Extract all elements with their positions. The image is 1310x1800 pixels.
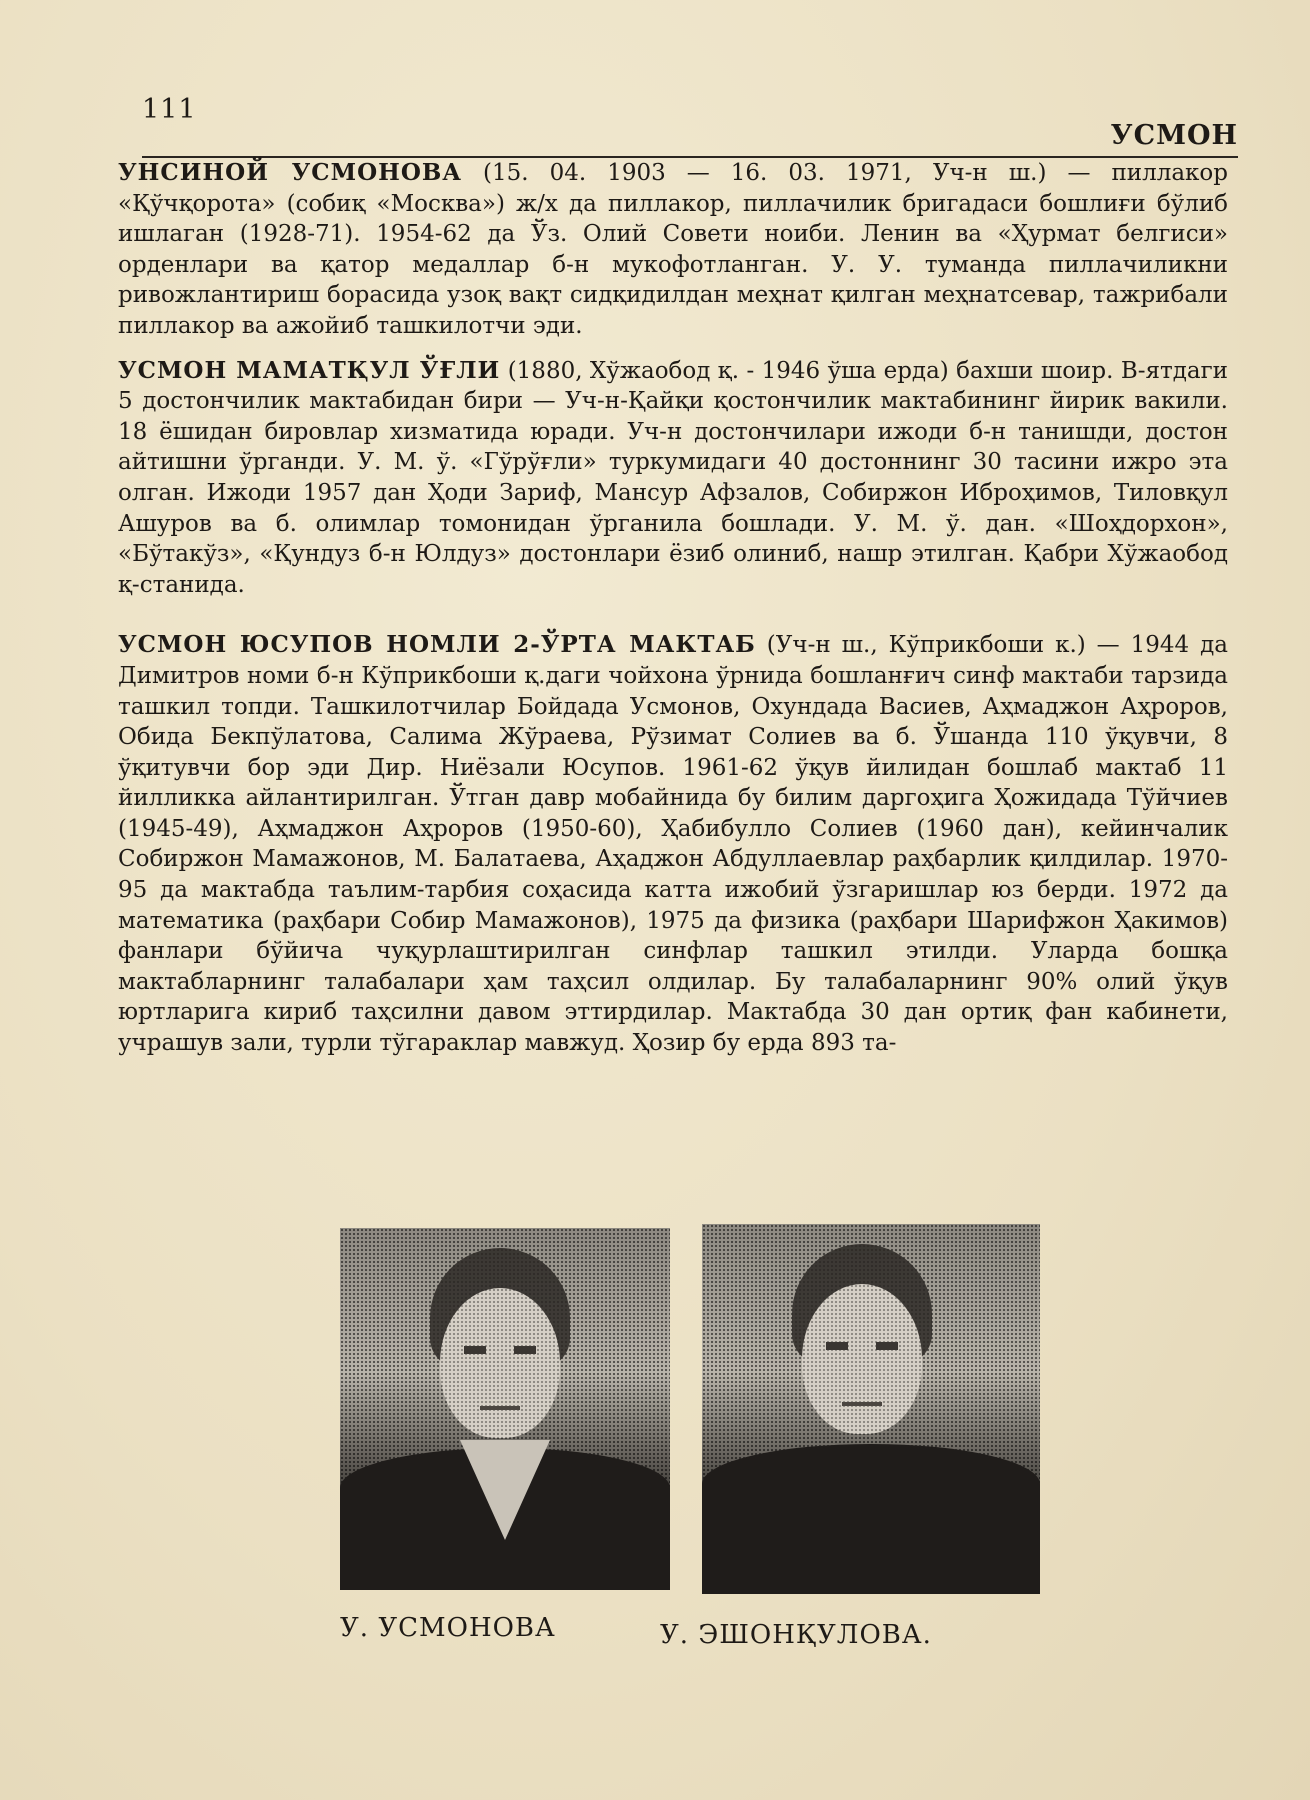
entry-unsinoy-usmonova [118,158,1228,342]
entry-usmon-mamatqul [118,356,1228,601]
portrait-photo [702,1224,1040,1594]
article-body [118,158,1228,1059]
entry-text: (1880, Хўжаобод қ. - 1946 ўша ерда) бахши шоир. В-ятдаги 5 достончилик мактабидан бири — Уч-н-Қайқи қостончилик мактабининг йирик вакили. 18 ёшидан бировлар хизматида юради. Уч-н достончилари ижоди б-н танишди, достон айтишни ўрганди. У. М. ў. «Гўрўғли» туркумидаги 40 достоннинг 30 тасини ижро эта олган. Ижоди 1957 дан Ҳоди Зариф, Мансур Афзалов, Собиржон Иброҳимов, Тиловқул Ашуров ва б. олимлар томонидан ўрганила бошлади. У. М. ў. дан. «Шоҳдорхон», «Бўтакўз», «Қундуз б-н Юлдуз» достонлари ёзиб олиниб, нашр этилган. Қабри Хўжаобод қ-станида. [118,357,1228,598]
page-number: 111 [142,94,197,125]
entry-headword: УСМОН МАМАТҚУЛ ЎҒЛИ [118,356,501,384]
running-head: УСМОН [1110,120,1238,151]
photo-caption: У. ЭШОНҚУЛОВА. [660,1620,932,1650]
portrait-photos [340,1228,1040,1648]
photo-caption: У. УСМОНОВА [340,1613,556,1643]
entry-headword: УСМОН ЮСУПОВ НОМЛИ 2-ЎРТА МАКТАБ [118,631,756,659]
entry-usmon-yusupov-school [118,630,1228,1058]
portrait-photo [340,1228,670,1590]
entry-text: (15. 04. 1903 — 16. 03. 1971, Уч-н ш.) — пиллакор «Қўчқорота» (собиқ «Москва») ж/х да пиллакор, пиллачилик бригадаси бошлиғи бўлиб ишлаган (1928-71). 1954-62 да Ўз. Олий Совети ноиби. Ленин ва «Ҳурмат белгиси» орденлари ва қатор медаллар б-н мукофотланган. У. У. туманда пиллачиликни ривожлантириш борасида узоқ вақт сидқидилдан меҳнат қилган меҳнатсевар, тажрибали пиллакор ва ажойиб ташкилотчи эди. [118,160,1228,339]
entry-text: (Уч-н ш., Кўприкбоши к.) — 1944 да Димитров номи б-н Кўприкбоши қ.даги чойхона ўрнида бошланғич синф мактаби тарзида ташкил топди. Ташкилотчилар Бойдада Усмонов, Охундада Васиев, Аҳмаджон Аҳроров, Обида Бекпўлатова, Салима Жўраева, Рўзимат Солиев ва б. Ўшанда 110 ўқувчи, 8 ўқитувчи бор эди Дир. Ниёзали Юсупов. 1961-62 ўқув йилидан бошлаб мактаб 11 йилликка айлантирилган. Ўтган давр мобайнида бу билим даргоҳига Ҳожидада Тўйчиев (1945-49), Аҳмаджон Аҳроров (1950-60), Ҳабибулло Солиев (1960 дан), кейинчалик Собиржон Мамажонов, М. Балатаева, Аҳаджон Абдуллаевлар раҳбарлик қилдилар. 1970-95 да мактабда таълим-тарбия соҳасида катта ижобий ўзгаришлар юз берди. 1972 да математика (раҳбари Собир Мамажонов), 1975 да физика (раҳбари Шарифжон Ҳакимов) фанлари бўйича чуқурлаштирилган синфлар ташкил этилди. Уларда бошқа мактабларнинг талабалари ҳам таҳсил олдилар. Бу талабаларнинг 90% олий ўқув юртларига кириб таҳсилни давом эттирдилар. Мактабда 30 дан ортиқ фан кабинети, учрашув зали, турли тўгараклар мавжуд. Ҳозир бу ерда 893 та- [118,632,1228,1057]
entry-headword: УНСИНОЙ УСМОНОВА [118,159,463,186]
